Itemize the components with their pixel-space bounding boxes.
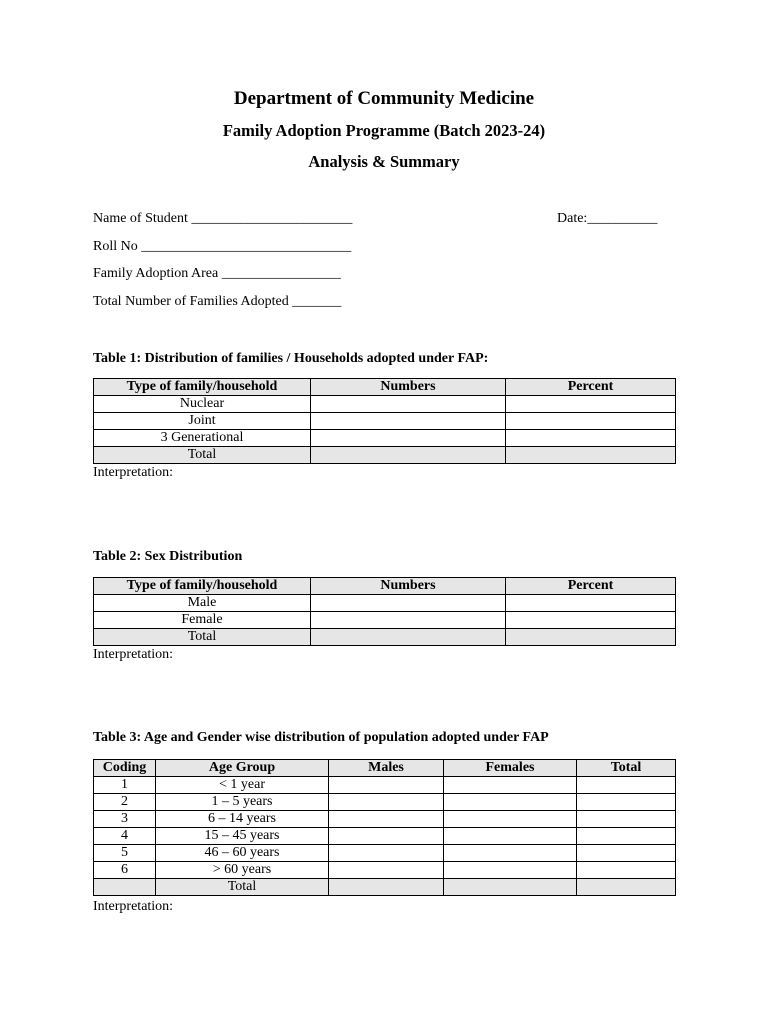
males-cell[interactable]	[329, 862, 444, 879]
percent-cell[interactable]	[506, 413, 676, 430]
numbers-cell[interactable]	[311, 396, 506, 413]
table-row	[94, 396, 676, 413]
table-row	[94, 811, 676, 828]
column-header: Numbers	[311, 379, 506, 396]
coding-cell: 1	[94, 777, 156, 794]
column-header: Age Group	[156, 760, 329, 777]
column-header: Numbers	[311, 578, 506, 595]
coding-cell: 6	[94, 862, 156, 879]
total-cell[interactable]	[577, 828, 676, 845]
females-cell[interactable]	[444, 811, 577, 828]
coding-cell: 2	[94, 794, 156, 811]
numbers-cell[interactable]	[311, 447, 506, 464]
males-cell[interactable]	[329, 811, 444, 828]
numbers-cell[interactable]	[311, 612, 506, 629]
males-cell[interactable]	[329, 879, 444, 896]
total-cell[interactable]	[577, 811, 676, 828]
student-name-field[interactable]: Name of Student _______________________	[93, 211, 353, 226]
column-header: Type of family/household	[94, 578, 311, 595]
total-label: Total	[94, 629, 311, 646]
table-row	[94, 828, 676, 845]
column-header: Percent	[506, 379, 676, 396]
numbers-cell[interactable]	[311, 595, 506, 612]
males-cell[interactable]	[329, 828, 444, 845]
coding-cell: 5	[94, 845, 156, 862]
table1-family-type	[93, 378, 676, 464]
roll-no-field[interactable]: Roll No ______________________________	[93, 239, 352, 254]
age-group-cell: > 60 years	[156, 862, 329, 879]
males-cell[interactable]	[329, 777, 444, 794]
table-row	[94, 595, 676, 612]
column-header: Type of family/household	[94, 379, 311, 396]
table-row	[94, 430, 676, 447]
age-group-cell: 15 – 45 years	[156, 828, 329, 845]
table3-caption: Table 3: Age and Gender wise distribution of population adopted under FAP	[93, 730, 549, 745]
row-label: Joint	[94, 413, 311, 430]
total-cell[interactable]	[577, 794, 676, 811]
numbers-cell[interactable]	[311, 413, 506, 430]
column-header: Percent	[506, 578, 676, 595]
table2-caption: Table 2: Sex Distribution	[93, 549, 243, 564]
row-label: Nuclear	[94, 396, 311, 413]
numbers-cell[interactable]	[311, 629, 506, 646]
age-group-cell: 6 – 14 years	[156, 811, 329, 828]
table-row	[94, 413, 676, 430]
coding-cell: 4	[94, 828, 156, 845]
table2-sex-distribution	[93, 577, 676, 646]
males-cell[interactable]	[329, 845, 444, 862]
total-row	[94, 447, 676, 464]
table-row	[94, 794, 676, 811]
table3-age-gender	[93, 759, 676, 896]
table-row	[94, 845, 676, 862]
coding-cell	[94, 879, 156, 896]
age-group-cell: 46 – 60 years	[156, 845, 329, 862]
table2-interpretation: Interpretation:	[93, 647, 174, 662]
row-label: 3 Generational	[94, 430, 311, 447]
total-families-field[interactable]: Total Number of Families Adopted _______	[93, 294, 342, 309]
table-row	[94, 777, 676, 794]
row-label: Male	[94, 595, 311, 612]
males-cell[interactable]	[329, 794, 444, 811]
numbers-cell[interactable]	[311, 430, 506, 447]
total-label: Total	[156, 879, 329, 896]
column-header: Coding	[94, 760, 156, 777]
females-cell[interactable]	[444, 862, 577, 879]
females-cell[interactable]	[444, 828, 577, 845]
total-cell[interactable]	[577, 879, 676, 896]
age-group-cell: < 1 year	[156, 777, 329, 794]
age-group-cell: 1 – 5 years	[156, 794, 329, 811]
total-label: Total	[94, 447, 311, 464]
table1-interpretation: Interpretation:	[93, 465, 174, 480]
column-header: Females	[444, 760, 577, 777]
percent-cell[interactable]	[506, 629, 676, 646]
females-cell[interactable]	[444, 845, 577, 862]
department-title: Department of Community Medicine	[233, 88, 535, 109]
adoption-area-field[interactable]: Family Adoption Area _________________	[93, 266, 341, 281]
document-subtitle: Analysis & Summary	[308, 152, 460, 171]
table1-caption: Table 1: Distribution of families / Households adopted under FAP:	[93, 351, 489, 366]
coding-cell: 3	[94, 811, 156, 828]
programme-title: Family Adoption Programme (Batch 2023-24)	[222, 121, 546, 140]
percent-cell[interactable]	[506, 396, 676, 413]
females-cell[interactable]	[444, 777, 577, 794]
date-field[interactable]: Date:__________	[557, 211, 658, 226]
total-cell[interactable]	[577, 862, 676, 879]
total-row	[94, 879, 676, 896]
column-header: Males	[329, 760, 444, 777]
total-row	[94, 629, 676, 646]
percent-cell[interactable]	[506, 430, 676, 447]
table-row	[94, 612, 676, 629]
table-header-row	[94, 379, 676, 396]
table-header-row	[94, 760, 676, 777]
column-header: Total	[577, 760, 676, 777]
table-header-row	[94, 578, 676, 595]
females-cell[interactable]	[444, 794, 577, 811]
table-row	[94, 862, 676, 879]
row-label: Female	[94, 612, 311, 629]
total-cell[interactable]	[577, 777, 676, 794]
percent-cell[interactable]	[506, 447, 676, 464]
percent-cell[interactable]	[506, 595, 676, 612]
table3-interpretation: Interpretation:	[93, 899, 174, 914]
total-cell[interactable]	[577, 845, 676, 862]
percent-cell[interactable]	[506, 612, 676, 629]
females-cell[interactable]	[444, 879, 577, 896]
